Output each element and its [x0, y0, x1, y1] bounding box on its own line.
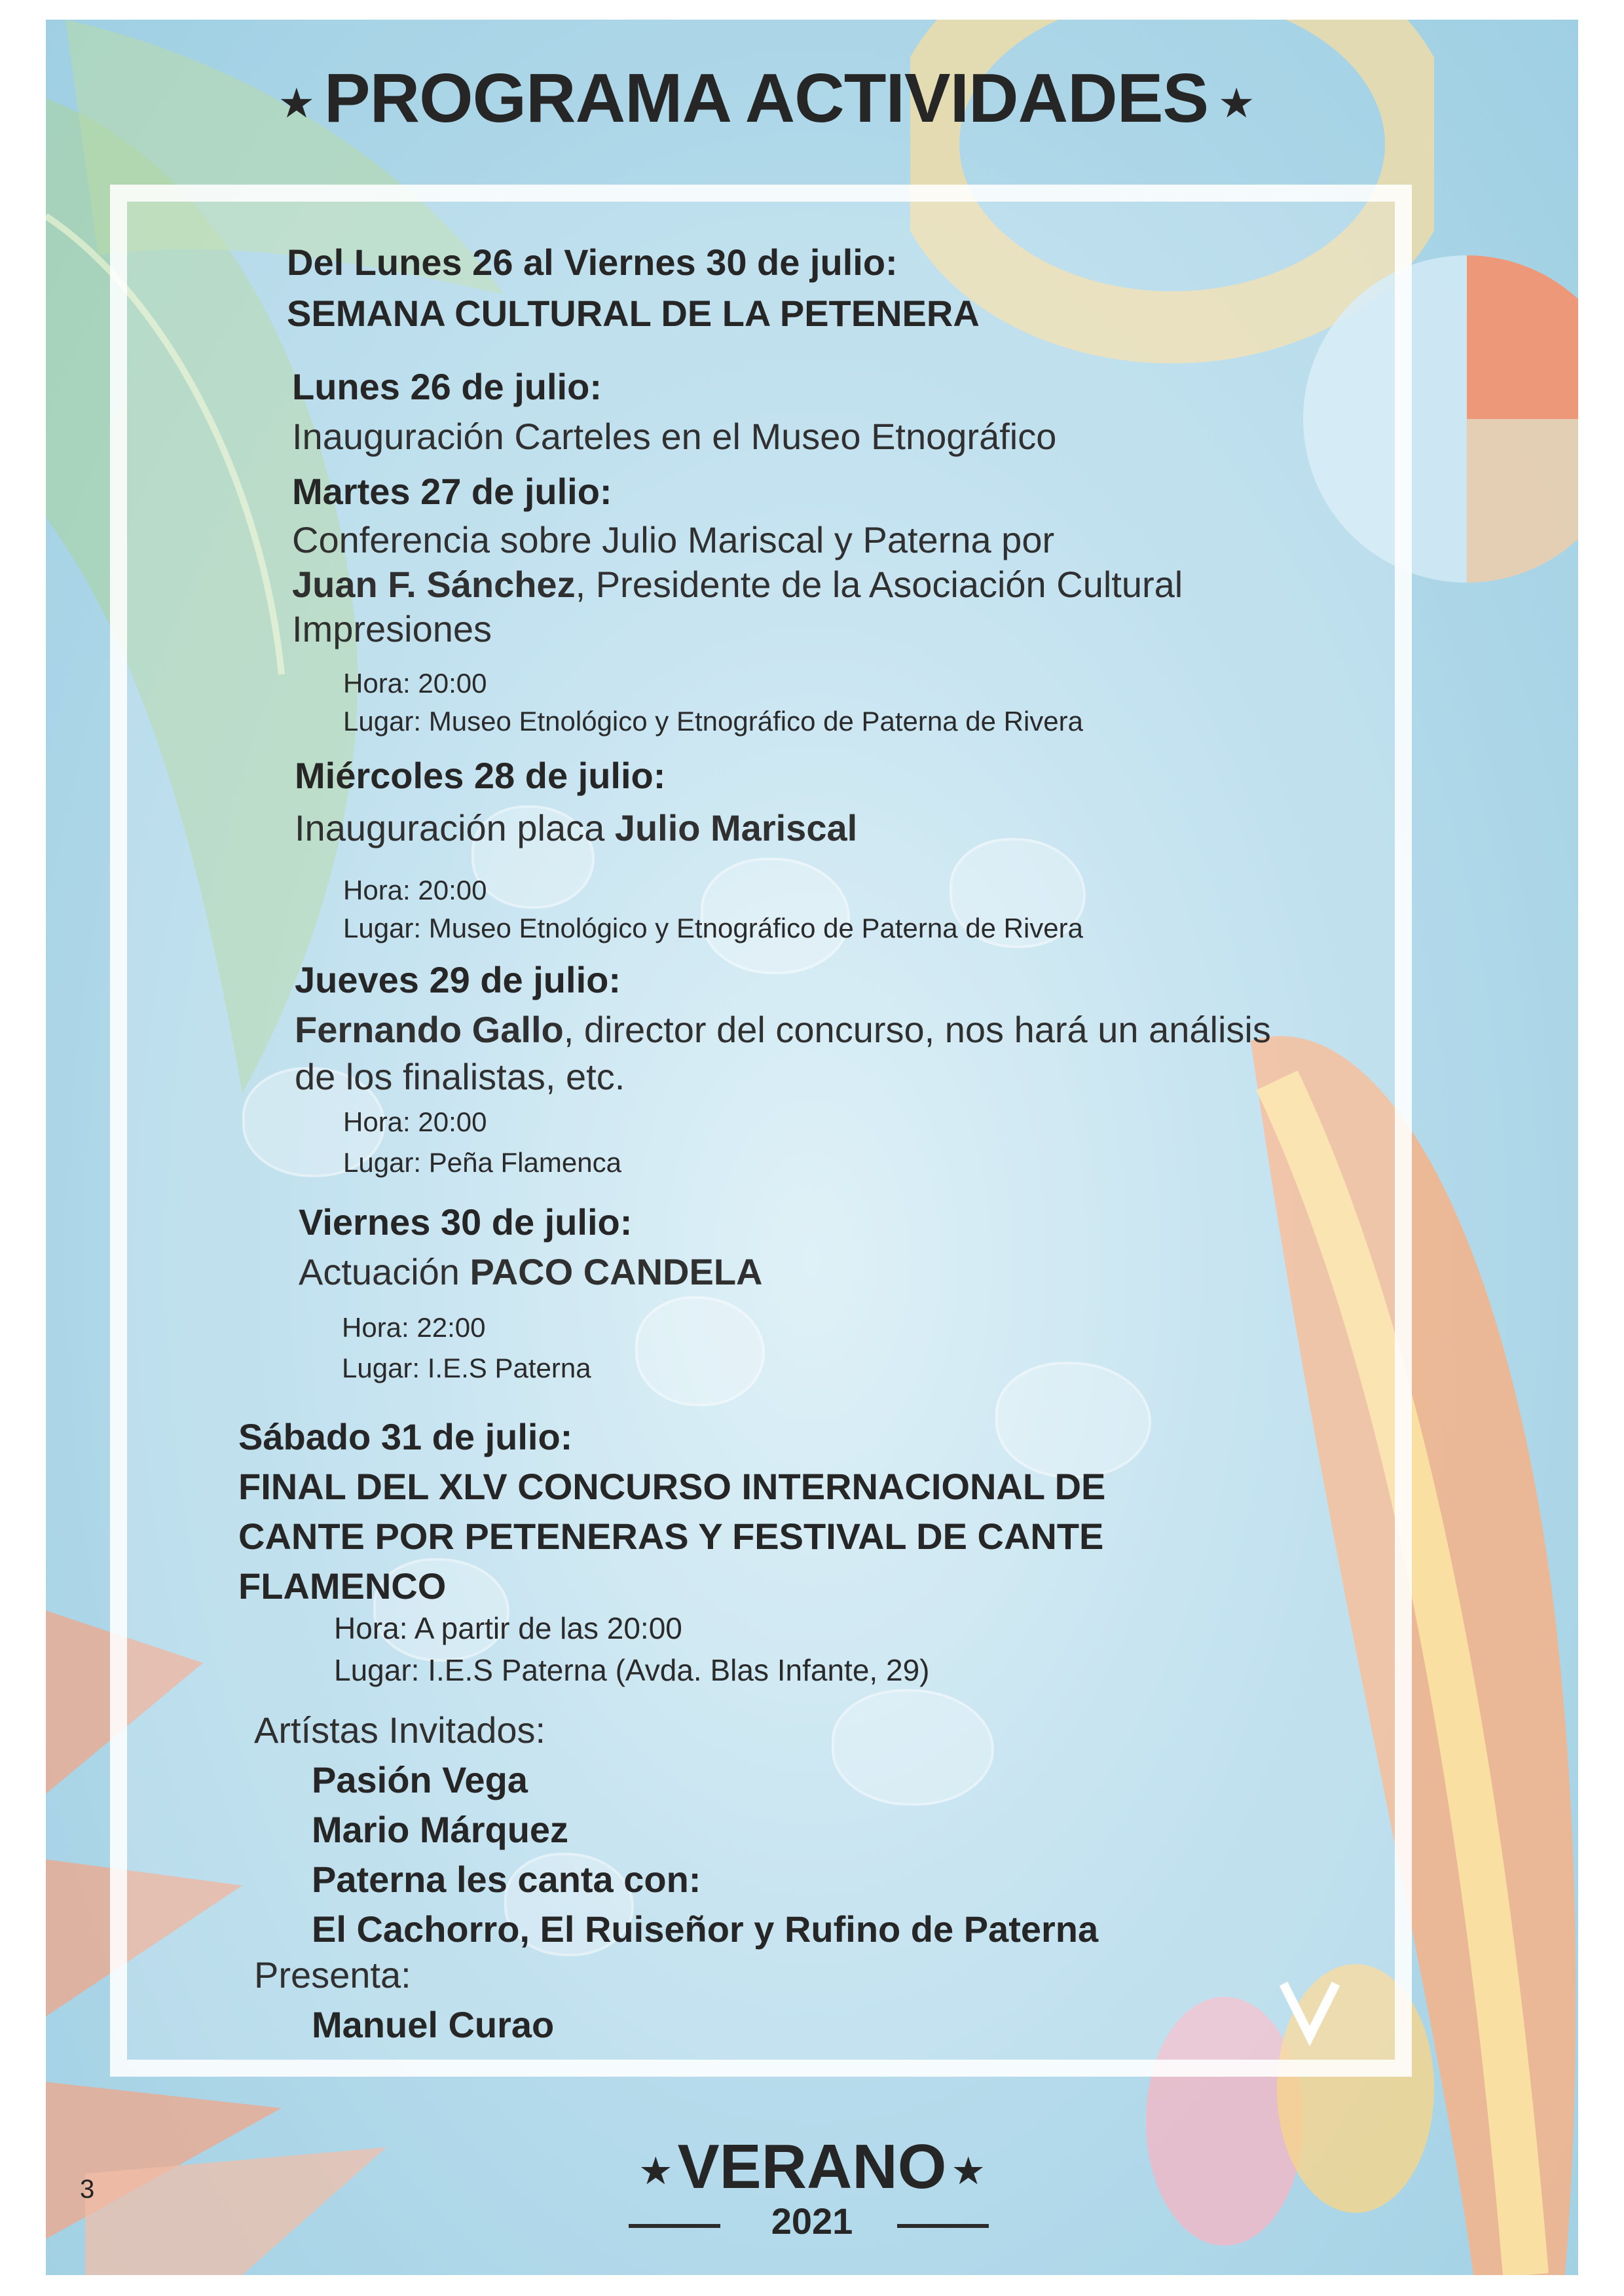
artists-label: Artístas Invitados: [254, 1709, 546, 1751]
day-martes-hora: Hora: 20:00 [343, 668, 487, 699]
day-sabado-lugar: Lugar: I.E.S Paterna (Avda. Blas Infante, 29) [334, 1653, 930, 1687]
footer-divider-right [897, 2224, 989, 2228]
day-lunes-text: Inauguración Carteles en el Museo Etnográfico [292, 416, 1057, 457]
presenter-name: Manuel Curao [312, 2004, 555, 2045]
artist-4: El Cachorro, El Ruiseñor y Rufino de Paterna [312, 1908, 1099, 1950]
artist-1: Pasión Vega [312, 1759, 528, 1800]
day-sabado-title: Sábado 31 de julio: [238, 1416, 573, 1457]
day-viernes-hora: Hora: 22:00 [342, 1312, 486, 1343]
day-jueves-lugar: Lugar: Peña Flamenca [343, 1147, 621, 1178]
page-title: ★ PROGRAMA ACTIVIDADES ★ [280, 60, 1253, 137]
day-lunes-title: Lunes 26 de julio: [292, 366, 602, 407]
day-viernes-text: Actuación PACO CANDELA [299, 1251, 763, 1292]
day-jueves-line2: de los finalistas, etc. [295, 1056, 625, 1097]
day-sabado-line2: CANTE POR PETENERAS Y FESTIVAL DE CANTE [238, 1516, 1104, 1557]
day-martes-line1: Conferencia sobre Julio Mariscal y Paterna por [292, 519, 1055, 560]
day-miercoles-title: Miércoles 28 de julio: [295, 755, 666, 796]
week-name: SEMANA CULTURAL DE LA PETENERA [287, 293, 980, 334]
speaker-name: Juan F. Sánchez [292, 564, 576, 605]
day-jueves-title: Jueves 29 de julio: [295, 959, 621, 1000]
day-jueves-hora: Hora: 20:00 [343, 1106, 487, 1137]
day-miercoles-lugar: Lugar: Museo Etnológico y Etnográfico de Paterna de Rivera [343, 913, 1084, 943]
footer-year: 2021 [771, 2200, 853, 2242]
star-icon: ★ [280, 82, 312, 124]
day-martes-line3: Impresiones [292, 608, 492, 649]
day-martes-title: Martes 27 de julio: [292, 471, 612, 512]
day-martes-line2: Juan F. Sánchez, Presidente de la Asociación Cultural [292, 564, 1183, 605]
day-viernes-title: Viernes 30 de julio: [299, 1201, 633, 1243]
footer-title: ★ VERANO ★ [640, 2132, 984, 2202]
day-sabado-line3: FLAMENCO [238, 1565, 447, 1607]
content-frame [110, 185, 1412, 2077]
artist-3: Paterna les canta con: [312, 1859, 701, 1900]
star-icon: ★ [640, 2152, 671, 2191]
week-dates: Del Lunes 26 al Viernes 30 de julio: [287, 242, 898, 283]
presenta-label: Presenta: [254, 1954, 411, 1995]
day-sabado-hora: Hora: A partir de las 20:00 [334, 1611, 682, 1645]
day-jueves-line1: Fernando Gallo, director del concurso, nos hará un análisis [295, 1009, 1271, 1050]
star-icon: ★ [953, 2152, 984, 2191]
day-viernes-lugar: Lugar: I.E.S Paterna [342, 1353, 591, 1383]
day-sabado-line1: FINAL DEL XLV CONCURSO INTERNACIONAL DE [238, 1466, 1106, 1507]
day-miercoles-text: Inauguración placa Julio Mariscal [295, 807, 858, 848]
day-miercoles-hora: Hora: 20:00 [343, 875, 487, 905]
day-martes-lugar: Lugar: Museo Etnológico y Etnográfico de Paterna de Rivera [343, 706, 1084, 737]
page-number: 3 [80, 2175, 95, 2204]
star-icon: ★ [1220, 82, 1253, 124]
artist-2: Mario Márquez [312, 1809, 569, 1850]
